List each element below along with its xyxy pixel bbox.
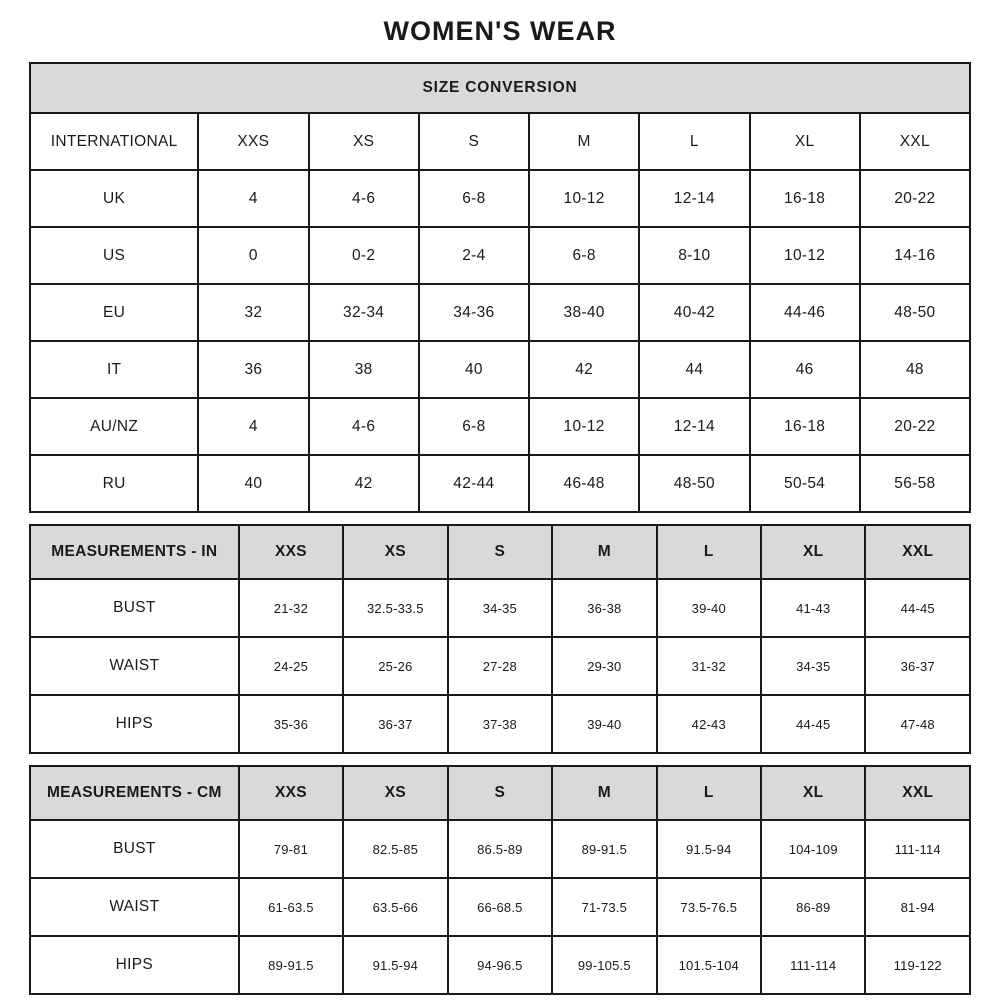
table-cell: 119-122: [865, 936, 970, 994]
table-cell: 66-68.5: [448, 878, 552, 936]
table-cell: 20-22: [860, 170, 970, 227]
size-conversion-header: SIZE CONVERSION: [30, 63, 970, 113]
table-cell: 10-12: [750, 227, 860, 284]
table-cell: 6-8: [419, 398, 529, 455]
table-cell: 36-38: [552, 579, 656, 637]
table-banner-row: [30, 63, 970, 113]
table-cell: 89-91.5: [552, 820, 656, 878]
table-cell: 42-43: [657, 695, 761, 753]
column-header-xxs: XXS: [239, 525, 343, 579]
table-row-hips: [30, 936, 970, 994]
size-conversion-table: [29, 62, 971, 513]
table-cell: 86.5-89: [448, 820, 552, 878]
table-cell: 86-89: [761, 878, 865, 936]
measurements-in-header: MEASUREMENTS - IN: [30, 525, 239, 579]
column-header-xxs: XXS: [239, 766, 343, 820]
table-row-ru: [30, 455, 970, 512]
table-cell: 6-8: [419, 170, 529, 227]
table-row-waist: [30, 637, 970, 695]
table-cell: 32.5-33.5: [343, 579, 447, 637]
table-cell: 16-18: [750, 170, 860, 227]
table-cell: 4: [198, 398, 308, 455]
column-header-xs: XS: [343, 525, 447, 579]
column-header-m: M: [552, 525, 656, 579]
table-cell: 44-46: [750, 284, 860, 341]
table-cell: 81-94: [865, 878, 970, 936]
table-cell: 14-16: [860, 227, 970, 284]
table-cell: 101.5-104: [657, 936, 761, 994]
table-cell: 40: [198, 455, 308, 512]
table-cell: 35-36: [239, 695, 343, 753]
measurements-cm-table: [29, 765, 971, 995]
row-label-it: IT: [30, 341, 198, 398]
column-header-xxs: XXS: [198, 113, 308, 170]
table-cell: 36-37: [865, 637, 970, 695]
table-cell: 89-91.5: [239, 936, 343, 994]
row-label-hips: HIPS: [30, 695, 239, 753]
table-cell: 42-44: [419, 455, 529, 512]
column-header-xxl: XXL: [860, 113, 970, 170]
table-cell: 38-40: [529, 284, 639, 341]
column-header-international: INTERNATIONAL: [30, 113, 198, 170]
table-cell: 8-10: [639, 227, 749, 284]
table-cell: 48: [860, 341, 970, 398]
column-header-xl: XL: [761, 525, 865, 579]
table-cell: 104-109: [761, 820, 865, 878]
table-cell: 37-38: [448, 695, 552, 753]
column-header-row: [30, 525, 970, 579]
row-label-bust: BUST: [30, 820, 239, 878]
table-cell: 39-40: [657, 579, 761, 637]
table-cell: 63.5-66: [343, 878, 447, 936]
row-label-eu: EU: [30, 284, 198, 341]
table-cell: 61-63.5: [239, 878, 343, 936]
table-cell: 44-45: [865, 579, 970, 637]
row-label-hips: HIPS: [30, 936, 239, 994]
table-cell: 111-114: [761, 936, 865, 994]
row-label-us: US: [30, 227, 198, 284]
table-cell: 6-8: [529, 227, 639, 284]
column-header-xxl: XXL: [865, 525, 970, 579]
table-cell: 39-40: [552, 695, 656, 753]
table-cell: 25-26: [343, 637, 447, 695]
table-cell: 79-81: [239, 820, 343, 878]
table-cell: 29-30: [552, 637, 656, 695]
column-header-xl: XL: [750, 113, 860, 170]
table-cell: 48-50: [860, 284, 970, 341]
table-cell: 34-35: [448, 579, 552, 637]
column-header-xxl: XXL: [865, 766, 970, 820]
table-cell: 111-114: [865, 820, 970, 878]
column-header-l: L: [657, 766, 761, 820]
table-cell: 46-48: [529, 455, 639, 512]
table-cell: 10-12: [529, 398, 639, 455]
table-cell: 46: [750, 341, 860, 398]
table-row-uk: [30, 170, 970, 227]
table-cell: 36-37: [343, 695, 447, 753]
table-cell: 48-50: [639, 455, 749, 512]
table-cell: 12-14: [639, 170, 749, 227]
table-cell: 42: [529, 341, 639, 398]
table-cell: 34-36: [419, 284, 529, 341]
table-cell: 82.5-85: [343, 820, 447, 878]
row-label-aunz: AU/NZ: [30, 398, 198, 455]
measurements-in-table: [29, 524, 971, 754]
table-cell: 4-6: [309, 398, 419, 455]
page-title: WOMEN'S WEAR: [383, 16, 617, 46]
table-cell: 2-4: [419, 227, 529, 284]
table-cell: 21-32: [239, 579, 343, 637]
table-cell: 0: [198, 227, 308, 284]
table-cell: 73.5-76.5: [657, 878, 761, 936]
row-label-waist: WAIST: [30, 878, 239, 936]
table-row-it: [30, 341, 970, 398]
table-cell: 40: [419, 341, 529, 398]
table-cell: 56-58: [860, 455, 970, 512]
table-row-hips: [30, 695, 970, 753]
column-header-s: S: [448, 525, 552, 579]
table-cell: 47-48: [865, 695, 970, 753]
table-cell: 71-73.5: [552, 878, 656, 936]
table-cell: 10-12: [529, 170, 639, 227]
table-cell: 94-96.5: [448, 936, 552, 994]
row-label-uk: UK: [30, 170, 198, 227]
column-header-xl: XL: [761, 766, 865, 820]
table-cell: 36: [198, 341, 308, 398]
column-header-s: S: [419, 113, 529, 170]
table-cell: 31-32: [657, 637, 761, 695]
column-header-s: S: [448, 766, 552, 820]
size-chart-page: [29, 0, 971, 995]
table-cell: 32-34: [309, 284, 419, 341]
column-header-m: M: [529, 113, 639, 170]
column-header-l: L: [639, 113, 749, 170]
column-header-row: [30, 113, 970, 170]
table-cell: 16-18: [750, 398, 860, 455]
row-label-bust: BUST: [30, 579, 239, 637]
column-header-l: L: [657, 525, 761, 579]
row-label-ru: RU: [30, 455, 198, 512]
table-cell: 91.5-94: [657, 820, 761, 878]
table-cell: 27-28: [448, 637, 552, 695]
table-row-aunz: [30, 398, 970, 455]
column-header-row: [30, 766, 970, 820]
table-cell: 34-35: [761, 637, 865, 695]
table-cell: 42: [309, 455, 419, 512]
table-cell: 50-54: [750, 455, 860, 512]
table-cell: 41-43: [761, 579, 865, 637]
table-cell: 91.5-94: [343, 936, 447, 994]
table-cell: 20-22: [860, 398, 970, 455]
table-cell: 12-14: [639, 398, 749, 455]
table-cell: 0-2: [309, 227, 419, 284]
table-row-bust: [30, 820, 970, 878]
table-row-waist: [30, 878, 970, 936]
table-cell: 44-45: [761, 695, 865, 753]
table-cell: 24-25: [239, 637, 343, 695]
table-cell: 44: [639, 341, 749, 398]
table-cell: 4: [198, 170, 308, 227]
table-row-us: [30, 227, 970, 284]
table-cell: 99-105.5: [552, 936, 656, 994]
column-header-xs: XS: [309, 113, 419, 170]
measurements-cm-header: MEASUREMENTS - CM: [30, 766, 239, 820]
table-cell: 38: [309, 341, 419, 398]
table-row-bust: [30, 579, 970, 637]
column-header-xs: XS: [343, 766, 447, 820]
table-cell: 40-42: [639, 284, 749, 341]
table-cell: 4-6: [309, 170, 419, 227]
table-cell: 32: [198, 284, 308, 341]
table-row-eu: [30, 284, 970, 341]
row-label-waist: WAIST: [30, 637, 239, 695]
column-header-m: M: [552, 766, 656, 820]
